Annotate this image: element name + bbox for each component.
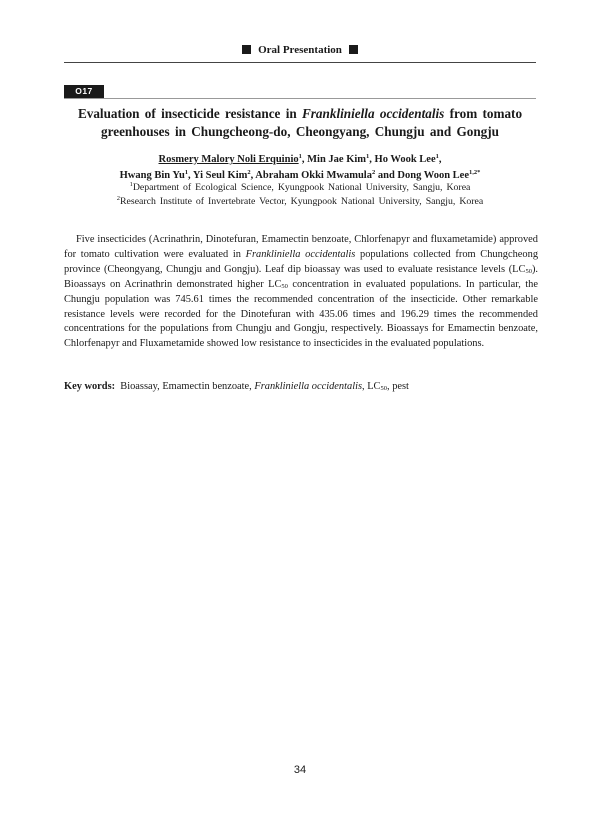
paper-title	[64, 105, 536, 141]
author-name: Min Jae Kim	[307, 154, 367, 165]
abstract-body	[64, 233, 538, 352]
author-affiliation: 1,2*	[469, 169, 481, 176]
affiliation-number: 2	[116, 194, 120, 202]
author-affiliation: 1	[184, 169, 189, 176]
black-square-icon	[349, 45, 358, 54]
affiliation-item	[64, 181, 536, 195]
lc-subscript: 50	[281, 282, 288, 290]
author-affiliation: 2	[371, 169, 376, 176]
author-affiliation: 2	[247, 169, 251, 176]
page-number: 34	[293, 764, 307, 776]
abstract-species: Frankliniella occidentalis	[245, 248, 356, 260]
lc-subscript: 50	[525, 267, 532, 275]
abstract-text: concentration in evaluated populations. In particular, the Chungju population was 745.61 times the recommended concentration of the insecticide. Other remarkable resistance levels were recorded for the Dinotefuran with 435.06 times and 196.29 times the recommended concentrations for the populations from Chungju and Gongju, respectively. Bioassays for Emamectin benzoate, Chlorfenapyr and Fluxametamide showed low resistance to insecticides in the evaluated populations.	[64, 278, 538, 350]
abstract-text: populations collected from Chungcheong province (Cheongyang, Chungju and Gongju). Leaf dip bioassay was used to evaluate resistance levels (LC	[64, 248, 539, 275]
header-divider	[64, 62, 536, 63]
author-list: Rosmery Malory Noli Erquinio$^1$, Min Jae Kim$^1$, Ho Wook Lee$^1$, Hwang Bin Yu$^1$, Yi Seul Kim$^2$, Abraham Okki Mwamula$^2$ and Dong Woon Lee$^{1,2*}$	[119, 153, 481, 181]
keywords-text: Bioassay, Emamectin benzoate,	[120, 381, 255, 392]
lc-subscript: 50	[380, 385, 387, 392]
author-name: Ho Wook Lee	[374, 154, 436, 165]
keywords-text: , LC	[362, 381, 381, 392]
author-conjunction: and	[377, 170, 395, 181]
black-square-icon	[242, 45, 251, 54]
section-label: Oral Presentation	[258, 44, 342, 56]
title-part-1: Evaluation of insecticide resistance in	[77, 106, 302, 121]
badge-divider	[64, 98, 536, 99]
author-name: Dong Woon Lee	[397, 170, 469, 181]
abstract-text: ). Bioassays on Acrinathrin demonstrated higher LC	[64, 263, 538, 290]
keywords-text: , pest	[387, 381, 409, 392]
title-part-2: from tomato greenhouses in Chungcheong-do, Cheongyang, Chungju and Gongju	[101, 106, 523, 139]
author-affiliation: 1	[435, 153, 439, 160]
author-name: Yi Seul Kim	[192, 170, 248, 181]
affiliation-number: 1	[129, 181, 133, 188]
affiliation-item	[64, 195, 536, 209]
author-name: Hwang Bin Yu	[119, 170, 185, 181]
keywords	[64, 379, 536, 394]
author-name: Rosmery Malory Noli Erquinio	[158, 154, 299, 165]
abstract-text: Five insecticides (Acrinathrin, Dinotefuran, Emamectin benzoate, Chlorfenapyr and fluxametamide) approved for tomato cultivation were evaluated in	[64, 234, 538, 260]
affiliation-text: Research Institute of Invertebrate Vector, Kyungpook National University, Sangju, Korea	[120, 195, 484, 207]
affiliation-text: Department of Ecological Science, Kyungpook National University, Sangju, Korea	[132, 182, 471, 193]
presentation-badge: O17	[64, 85, 104, 98]
author-affiliation: 1	[298, 153, 302, 160]
affiliation-list	[64, 181, 536, 208]
keywords-species: Frankliniella occidentalis	[254, 381, 363, 392]
author-name: Abraham Okki Mwamula	[255, 170, 372, 181]
keywords-label: Key words:	[64, 381, 116, 392]
title-species: Frankliniella occidentalis	[302, 106, 445, 121]
author-affiliation: 1	[366, 153, 370, 160]
section-header	[64, 44, 536, 56]
